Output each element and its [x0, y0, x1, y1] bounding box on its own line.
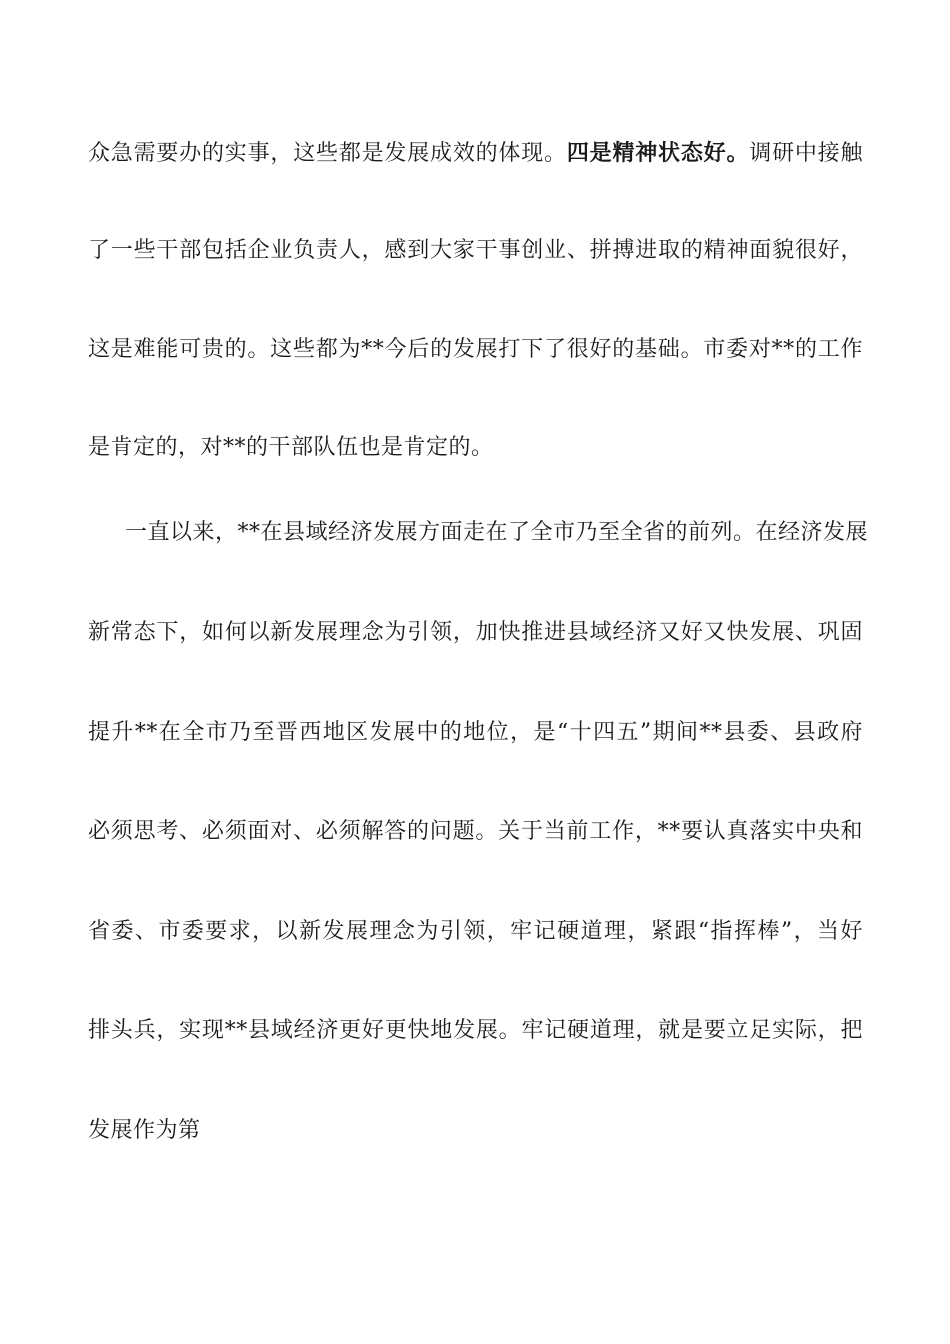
- paragraph-1-line-3: 这是难能可贵的。这些都为**今后的发展打下了很好的基础。市委对**的工作: [88, 337, 863, 362]
- paragraph-2-line-3: 提升**在全市乃至晋西地区发展中的地位，是“十四五”期间**县委、县政府: [88, 720, 863, 745]
- text-segment: 众急需要办的实事，这些都是发展成效的体现。: [88, 141, 567, 166]
- paragraph-2-line-6: 排头兵，实现**县域经济更好更快地发展。牢记硬道理，就是要立足实际，把: [88, 1018, 863, 1043]
- paragraph-1-line-1: [88, 133, 863, 173]
- paragraph-2-line-4: 必须思考、必须面对、必须解答的问题。关于当前工作，**要认真落实中央和: [88, 819, 863, 844]
- paragraph-1-line-2: 了一些干部包括企业负责人，感到大家干事创业、拼搏进取的精神面貌很好，: [88, 238, 863, 263]
- bold-heading-text: 四是精神状态好。: [566, 140, 750, 166]
- paragraph-1-line-4: 是肯定的，对**的干部队伍也是肯定的。: [88, 435, 494, 460]
- text-segment: 调研中接触: [749, 141, 863, 166]
- paragraph-2-line-1: 一直以来，**在县域经济发展方面走在了全市乃至全省的前列。在经济发展: [125, 520, 869, 545]
- paragraph-2-line-5: 省委、市委要求，以新发展理念为引领，牢记硬道理，紧跟“指挥棒”，当好: [88, 919, 863, 944]
- paragraph-2-line-2: 新常态下，如何以新发展理念为引领，加快推进县域经济又好又快发展、巩固: [88, 620, 863, 645]
- paragraph-2-line-7: 发展作为第: [88, 1118, 201, 1143]
